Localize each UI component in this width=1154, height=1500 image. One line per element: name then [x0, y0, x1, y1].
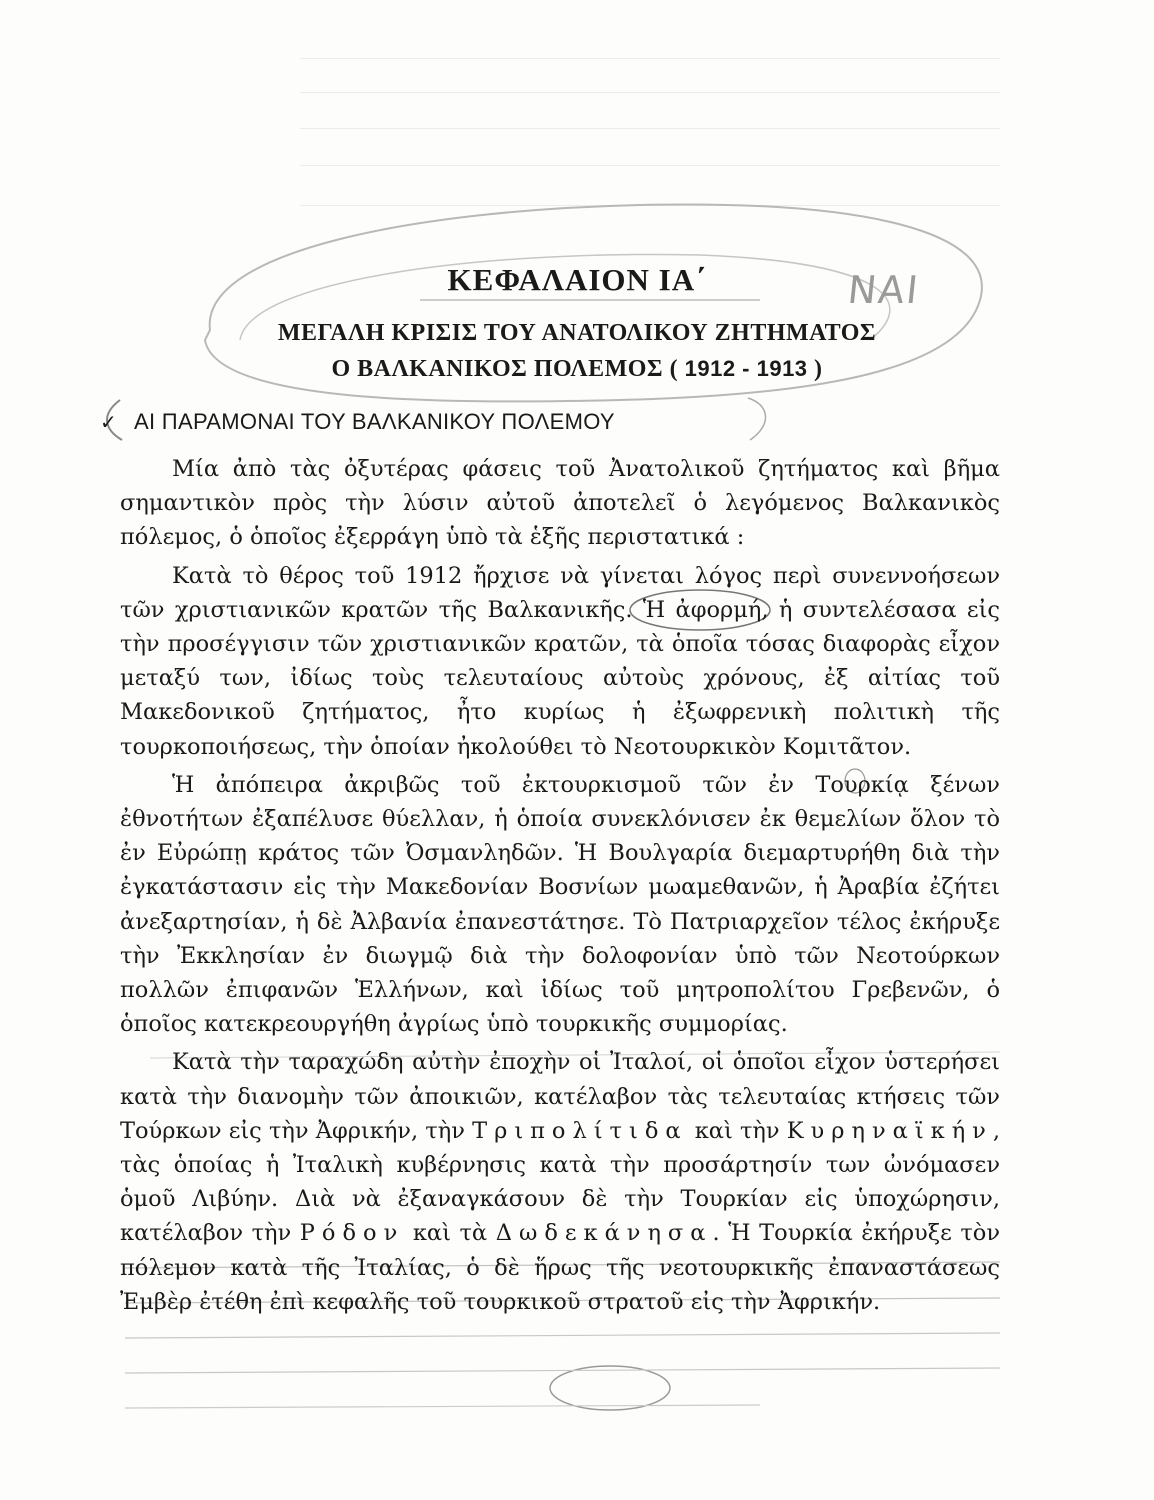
bleed-through-line [300, 205, 1000, 206]
paragraph-2: Κατὰ τὸ θέρος τοῦ 1912 ἤρχισε νὰ γίνεται λόγος περὶ συνεννοήσεων τῶν χριστιανικῶν κρατῶν τῆς Βαλκανικῆς. Ἡ ἀφορμή, ἡ συντελέσασα εἰς τὴν προσέγγισιν τῶν χριστιανικῶν κρατῶν, τὰ ὁποῖα τόσας διαφορὰς εἶχον μεταξύ των, ἰδίως τοὺς τελευταίους αὐτοὺς χρόνους, ἐξ αἰτίας τοῦ Μακεδονικοῦ ζητήματος, ἦτο κυρίως ἡ ἐξωφρενικὴ πολιτικὴ τῆς τουρκοποιήσεως, τὴν ὁποίαν ἠκολούθει τὸ Νεοτουρκικὸν Κομιτᾶτον. [120, 562, 1000, 760]
paragraph-4 [120, 1045, 1000, 1319]
subtitle-years: 1912 - 1913 [684, 356, 808, 381]
subtitle-line-1: ΜΕΓΑΛΗ ΚΡΙΣΙΣ ΤΟΥ ΑΝΑΤΟΛΙΚΟΥ ΖΗΤΗΜΑΤΟΣ [277, 320, 877, 346]
subtitle-suffix: ) [814, 356, 823, 382]
bleed-through-line [300, 92, 1000, 93]
bleed-through-line [300, 128, 1000, 129]
pencil-circle-end [550, 1366, 670, 1410]
p4-text-5: . Ἡ Τουρκία ἐκήρυξε τὸν πόλεμον κατὰ τῆς Ἰταλίας, ὁ δὲ ἥρως τῆς νεοτουρκικῆς ἐπαναστάσεως Ἐμβὲρ ἐτέθη ἐπὶ κεφαλῆς τοῦ τουρκικοῦ στρατοῦ εἰς τὴν Ἀφρικήν. [120, 1220, 1001, 1315]
bleed-through-line [300, 165, 1000, 166]
pencil-underline [125, 1368, 1000, 1373]
pencil-bracket-section-right [748, 398, 766, 440]
p4-spaced-tripolitida: Τριπολίτιδα [472, 1117, 688, 1144]
p4-text-1: Κατὰ τὴν ταραχώδη αὐτὴν ἐποχὴν οἱ Ἰταλοί, οἱ ὁποῖοι εἶχον ὑστερήσει κατὰ τὴν διανομὴν τῶν ἀποικιῶν, κατέλαβον τὰς τελευταίας κτήσεις τῶν Τούρκων εἰς τὴν Ἀφρικήν, τὴν [120, 1049, 1000, 1144]
chapter-title: ΚΕΦΑΛΑΙΟΝ ΙΑ΄ [447, 262, 707, 297]
handwritten-note: ΝΑΙ [845, 268, 922, 312]
section-heading: ΑΙ ΠΑΡΑΜΟΝΑΙ ΤΟΥ ΒΑΛΚΑΝΙΚΟΥ ΠΟΛΕΜΟΥ [134, 409, 615, 434]
p4-spaced-kyrinaiki: Κυρηναϊκήν [786, 1117, 993, 1144]
p4-spaced-dodekanisa: Δωδεκάνησα [495, 1220, 713, 1247]
bleed-through-line [300, 58, 1000, 59]
paragraph-1: Μία ἀπὸ τὰς ὀξυτέρας φάσεις τοῦ Ἀνατολικοῦ ζητήματος καὶ βῆμα σημαντικὸν πρὸς τὴν λύσιν αὐτοῦ ἀποτελεῖ ὁ λεγόμενος Βαλκανικὸς πόλεμος, ὁ ὁποῖος ἐξερράγη ὑπὸ τὰ ἑξῆς περιστατικά : [120, 456, 1000, 551]
subtitle-line-2 [0, 356, 1154, 383]
pencil-underline [125, 1405, 760, 1408]
p4-text-2: καὶ τὴν [694, 1117, 780, 1144]
p4-text-3: , τὰς ὁποίας ἡ Ἰταλικὴ κυβέρνησις κατὰ τὴν προσάρτησίν των ὠνόμασεν ὁμοῦ Λιβύην. Διὰ νὰ ἐξαναγκάσουν δὲ τὴν Τουρκίαν εἰς ὑποχώρησιν, κατέλαβον τὴν [120, 1117, 1001, 1247]
margin-check-mark: ✓ [100, 410, 117, 434]
subtitle-prefix: Ο ΒΑΛΚΑΝΙΚΟΣ ΠΟΛΕΜΟΣ ( [331, 356, 679, 382]
body-text [120, 452, 1000, 1319]
p4-spaced-rodos: Ρόδον [299, 1220, 405, 1247]
paragraph-3: Ἡ ἀπόπειρα ἀκριβῶς τοῦ ἐκτουρκισμοῦ τῶν ἐν Τουρκίᾳ ξένων ἐθνοτήτων ἐξαπέλυσε θύελλαν, ἡ ὁποία συνεκλόνισεν ἐκ θεμελίων ὅλον τὸ ἐν Εὐρώπῃ κράτος τῶν Ὀσμανληδῶν. Ἡ Βουλγαρία διεμαρτυρήθη διὰ τὴν ἐγκατάστασιν εἰς τὴν Μακεδονίαν Βοσνίων μωαμεθανῶν, ἡ Ἀραβία ἐζήτει ἀνεξαρτησίαν, ἡ δὲ Ἀλβανία ἐπανεστάτησε. Τὸ Πατριαρχεῖον τέλος ἐκήρυξε τὴν Ἐκκλησίαν ἐν διωγμῷ διὰ τὴν δολοφονίαν ὑπὸ τῶν Νεοτούρκων πολλῶν ἐπιφανῶν Ἑλλήνων, καὶ ἰδίως τοῦ μητροπολίτου Γρεβενῶν, ὁ ὁποῖος κατεκρεουργήθη ἀγρίως ὑπὸ τουρκικῆς συμμορίας. [120, 771, 1000, 1038]
p4-text-4: καὶ τὰ [412, 1220, 488, 1247]
pencil-underline [125, 1333, 1000, 1338]
